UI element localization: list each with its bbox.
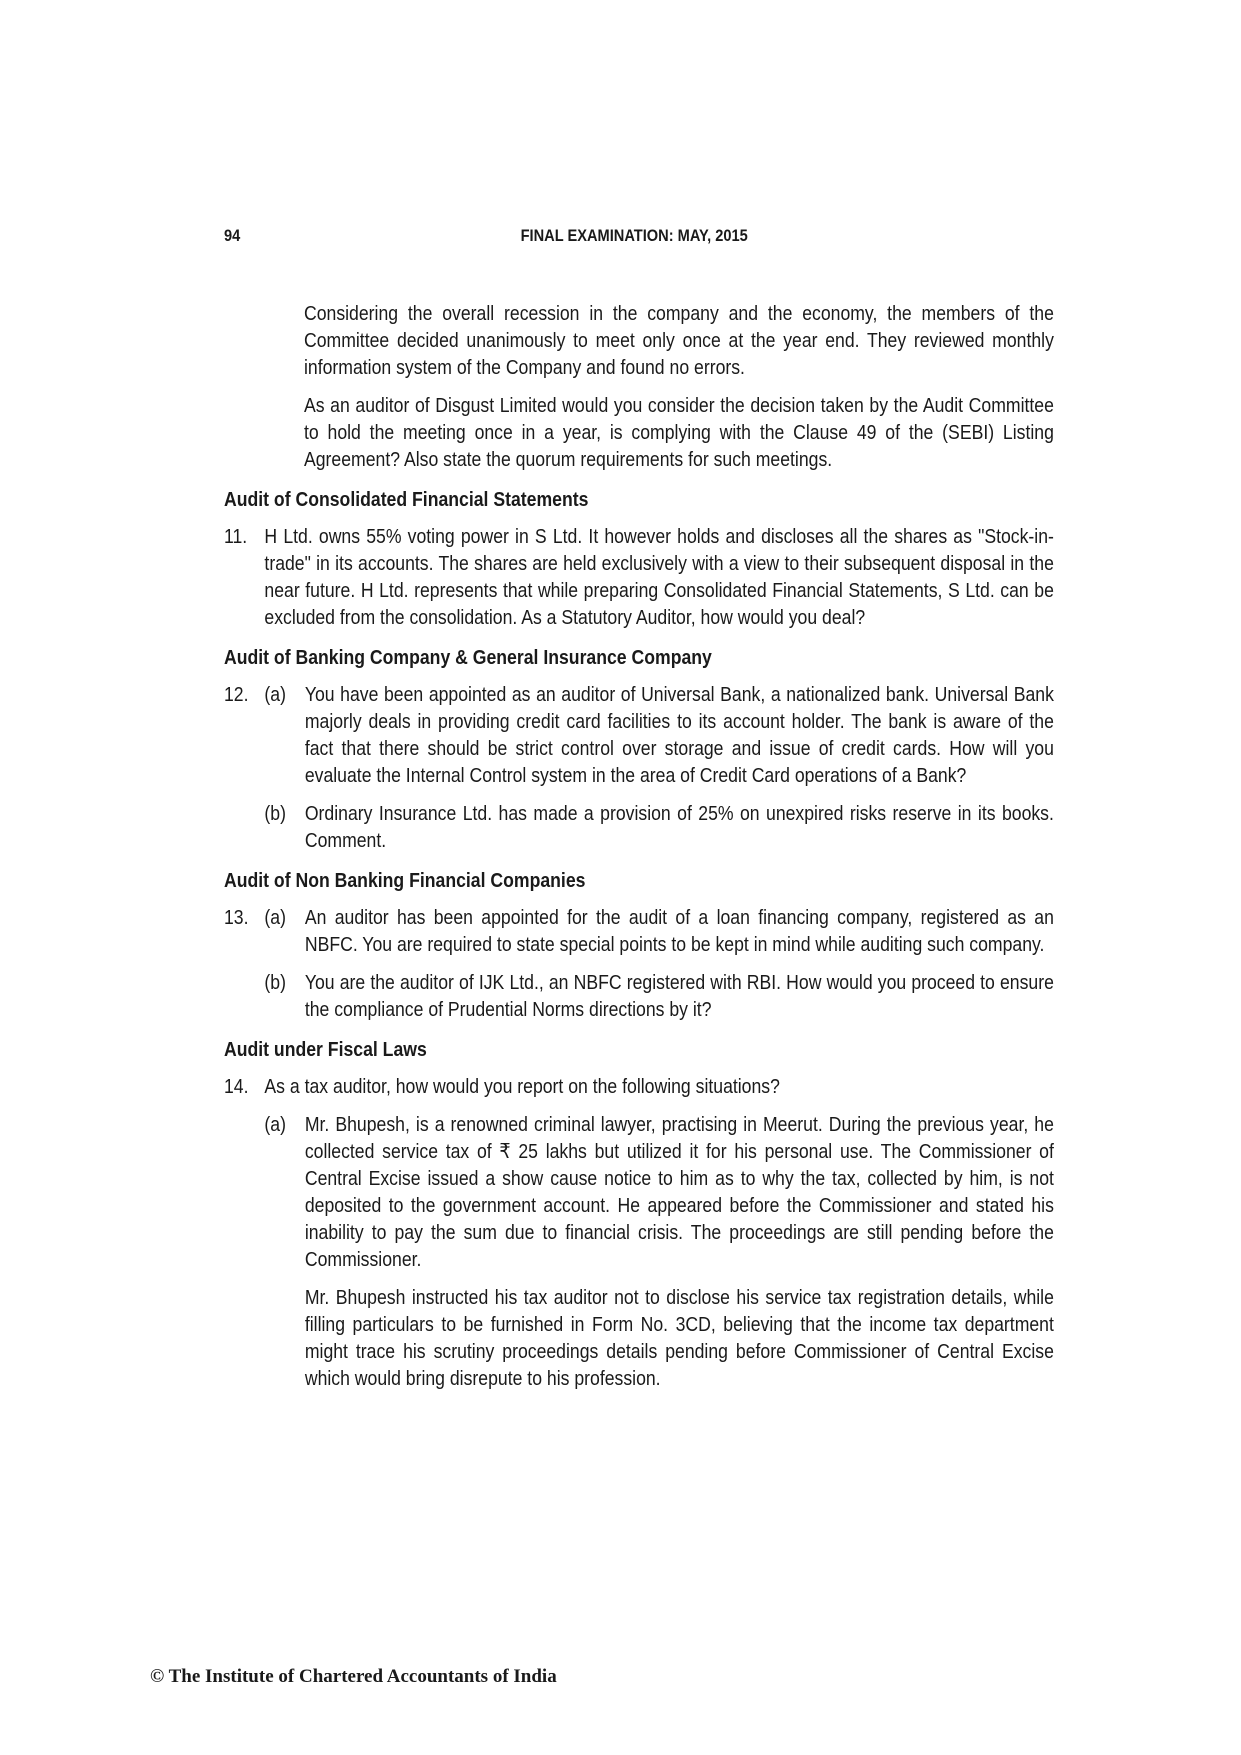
sub-text: Ordinary Insurance Ltd. has made a provision of 25% on unexpired risks reserve in its books. Comment.: [304, 802, 1054, 852]
sub-label: (a): [264, 683, 286, 706]
question-number: 11.: [224, 525, 248, 548]
sub-label: (b): [264, 802, 286, 825]
question-12: [224, 681, 1054, 854]
page-content: [224, 300, 1054, 1392]
sub-text: You have been appointed as an auditor of Universal Bank, a nationalized bank. Universal Bank majorly deals in providing credit card facilities to its account holder. The bank is aware of the fact that there should be strict control over storage and issue of credit cards. How will you evaluate the Internal Control system in the area of Credit Card operations of a Bank?: [304, 683, 1054, 787]
sub-label: (a): [264, 1113, 286, 1136]
intro-paragraph-2: As an auditor of Disgust Limited would you consider the decision taken by the Audit Committee to hold the meeting once in a year, is complying with the Clause 49 of the (SEBI) Listing Agreement? Also state the quorum requirements for such meetings.: [303, 394, 1054, 471]
question-11: [224, 523, 1054, 631]
sub-text-continued: Mr. Bhupesh instructed his tax auditor not to disclose his service tax registration details, while filling particulars to be furnished in Form No. 3CD, believing that the income tax department might trace his scrutiny proceedings details pending before Commissioner of Central Excise which would bring disrepute to his profession.: [304, 1286, 1054, 1390]
sub-text: Mr. Bhupesh, is a renowned criminal lawyer, practising in Meerut. During the previous year, he collected service tax of ₹ 25 lakhs but utilized it for his personal use. The Commissioner of Central Excise issued a show cause notice to him as to why the tax, collected by him, is not deposited to the government account. He appeared before the Commissioner and stated his inability to pay the sum due to financial crisis. The proceedings are still pending before the Commissioner.: [304, 1113, 1054, 1271]
sub-question-13a: [264, 904, 1053, 958]
question-number: 13.: [224, 906, 249, 929]
intro-paragraph-1: Considering the overall recession in the company and the economy, the members of the Committee decided unanimously to meet only once at the year end. They reviewed monthly information system of the Company and found no errors.: [303, 302, 1054, 379]
page-number: 94: [224, 226, 241, 245]
section-heading-nbfc: Audit of Non Banking Financial Companies: [224, 869, 586, 892]
sub-question-14a: [264, 1111, 1053, 1392]
question-text: As a tax auditor, how would you report on the following situations?: [264, 1075, 780, 1098]
section-heading-fiscal: Audit under Fiscal Laws: [224, 1038, 427, 1061]
section-heading-banking: Audit of Banking Company & General Insurance Company: [224, 646, 712, 669]
question-number: 12.: [224, 683, 249, 706]
copyright-footer: © The Institute of Chartered Accountants of India: [150, 1666, 557, 1687]
sub-question-12a: [264, 681, 1053, 789]
sub-text: You are the auditor of IJK Ltd., an NBFC registered with RBI. How would you proceed to ensure the compliance of Prudential Norms directions by it?: [304, 971, 1054, 1021]
section-heading-consolidated: Audit of Consolidated Financial Statements: [224, 488, 589, 511]
question-14: [224, 1073, 1054, 1392]
sub-question-12b: [264, 800, 1053, 854]
sub-text: An auditor has been appointed for the audit of a loan financing company, registered as an NBFC. You are required to state special points to be kept in mind while auditing such company.: [304, 906, 1054, 956]
question-text: H Ltd. owns 55% voting power in S Ltd. It however holds and discloses all the shares as "Stock-in-trade" in its accounts. The shares are held exclusively with a view to their subsequent disposal in the near future. H Ltd. represents that while preparing Consolidated Financial Statements, S Ltd. can be excluded from the consolidation. As a Statutory Auditor, how would you deal?: [264, 525, 1054, 629]
question-number: 14.: [224, 1075, 249, 1098]
sub-label: (b): [264, 971, 286, 994]
page-title: FINAL EXAMINATION: MAY, 2015: [520, 226, 748, 245]
sub-label: (a): [264, 906, 286, 929]
question-13: [224, 904, 1054, 1023]
sub-question-13b: [264, 969, 1053, 1023]
